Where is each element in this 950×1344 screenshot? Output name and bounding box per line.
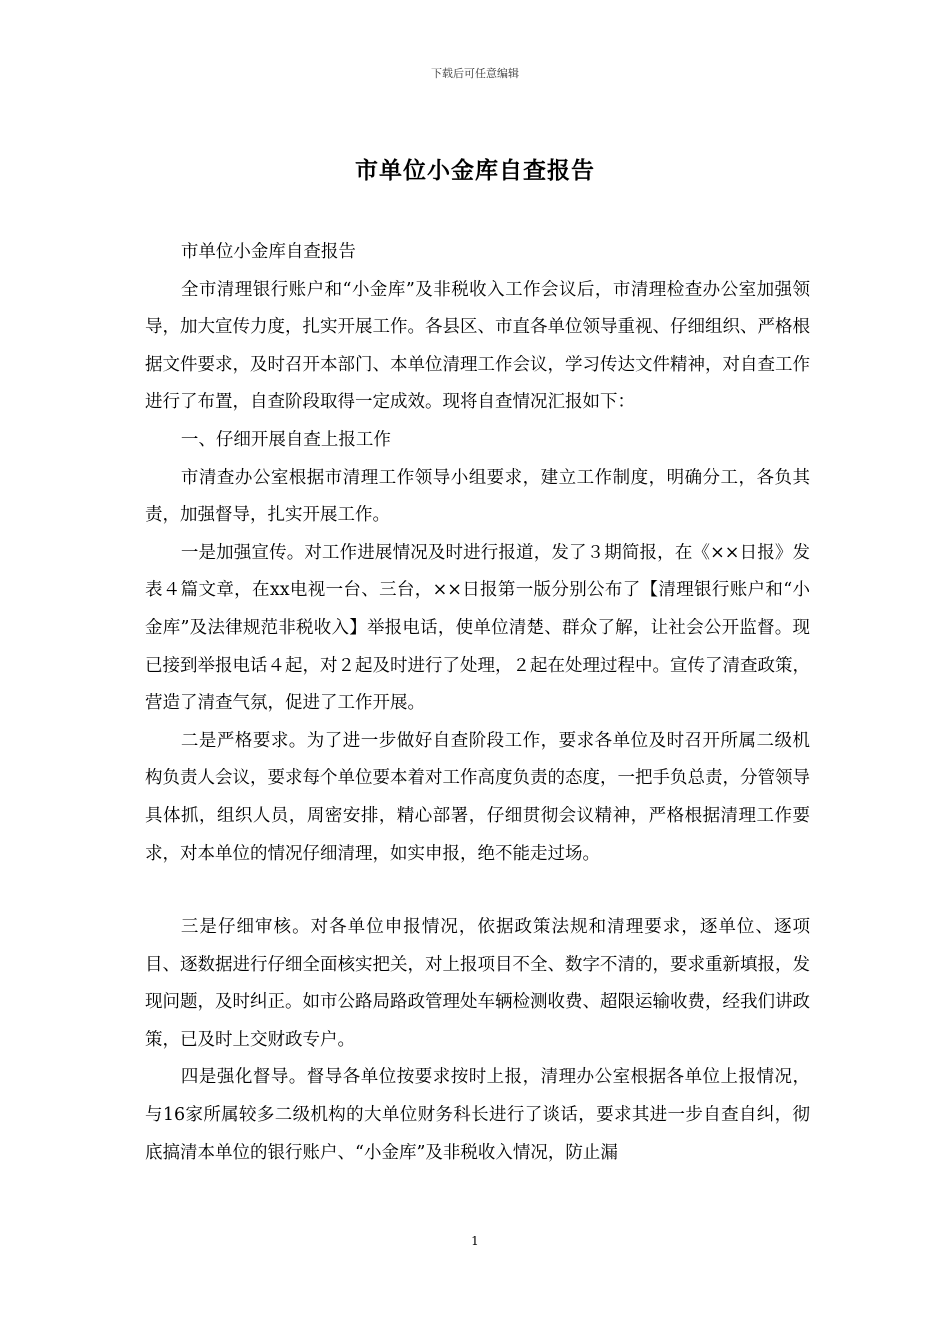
document-body-lower [145, 909, 810, 1172]
paragraph-subtitle: 市单位小金库自查报告 [180, 242, 356, 262]
paragraph-supervision: 四是强化督导。督导各单位按要求按时上报，清理办公室根据各单位上报情况，与16家所属较多二级机构的大单位财务科长进行了谈话，要求其进一步自查自纠，彻底搞清本单位的银行账户、“小金库”及非税收入情况，防止漏 [145, 1067, 810, 1163]
page-number: 1 [471, 1234, 479, 1248]
paragraph-publicity: 一是加强宣传。对工作进展情况及时进行报道，发了３期简报，在《××日报》发表４篇文章，在xx电视一台、三台，××日报第一版分别公布了【清理银行账户和“小金库”及法律规范非税收入】举报电话，使单位清楚、群众了解，让社会公开监督。现已接到举报电话４起，对２起及时进行了处理，２起在处理过程中。宣传了清查政策，营造了清查气氛，促进了工作开展。 [145, 542, 810, 714]
document-body-upper [145, 234, 810, 873]
paragraph-review: 三是仔细审核。对各单位申报情况，依据政策法规和清理要求，逐单位、逐项目、逐数据进行仔细全面核实把关，对上报项目不全、数字不清的，要求重新填报，发现问题，及时纠正。如市公路局路政管理处车辆检测收费、超限运输收费，经我们讲政策，已及时上交财政专户。 [145, 917, 810, 1050]
header-note: 下载后可任意编辑 [431, 67, 519, 80]
paragraph-section-1: 市清查办公室根据市清理工作领导小组要求，建立工作制度，明确分工，各负其责，加强督导，扎实开展工作。 [145, 467, 810, 526]
section-heading-1: 一、仔细开展自查上报工作 [180, 429, 391, 450]
paragraph-intro: 全市清理银行账户和“小金库”及非税收入工作会议后，市清理检查办公室加强领导，加大宣传力度，扎实开展工作。各县区、市直各单位领导重视、仔细组织、严格根据文件要求，及时召开本部门、本单位清理工作会议，学习传达文件精神，对自查工作进行了布置，自查阶段取得一定成效。现将自查情况汇报如下： [145, 279, 810, 413]
document-title: 市单位小金库自查报告 [355, 157, 595, 184]
paragraph-requirements: 二是严格要求。为了进一步做好自查阶段工作，要求各单位及时召开所属二级机构负责人会议，要求每个单位要本着对工作高度负责的态度，一把手负总责，分管领导具体抓，组织人员，周密安排，精心部署，仔细贯彻会议精神，严格根据清理工作要求，对本单位的情况仔细清理，如实申报，绝不能走过场。 [145, 730, 810, 864]
